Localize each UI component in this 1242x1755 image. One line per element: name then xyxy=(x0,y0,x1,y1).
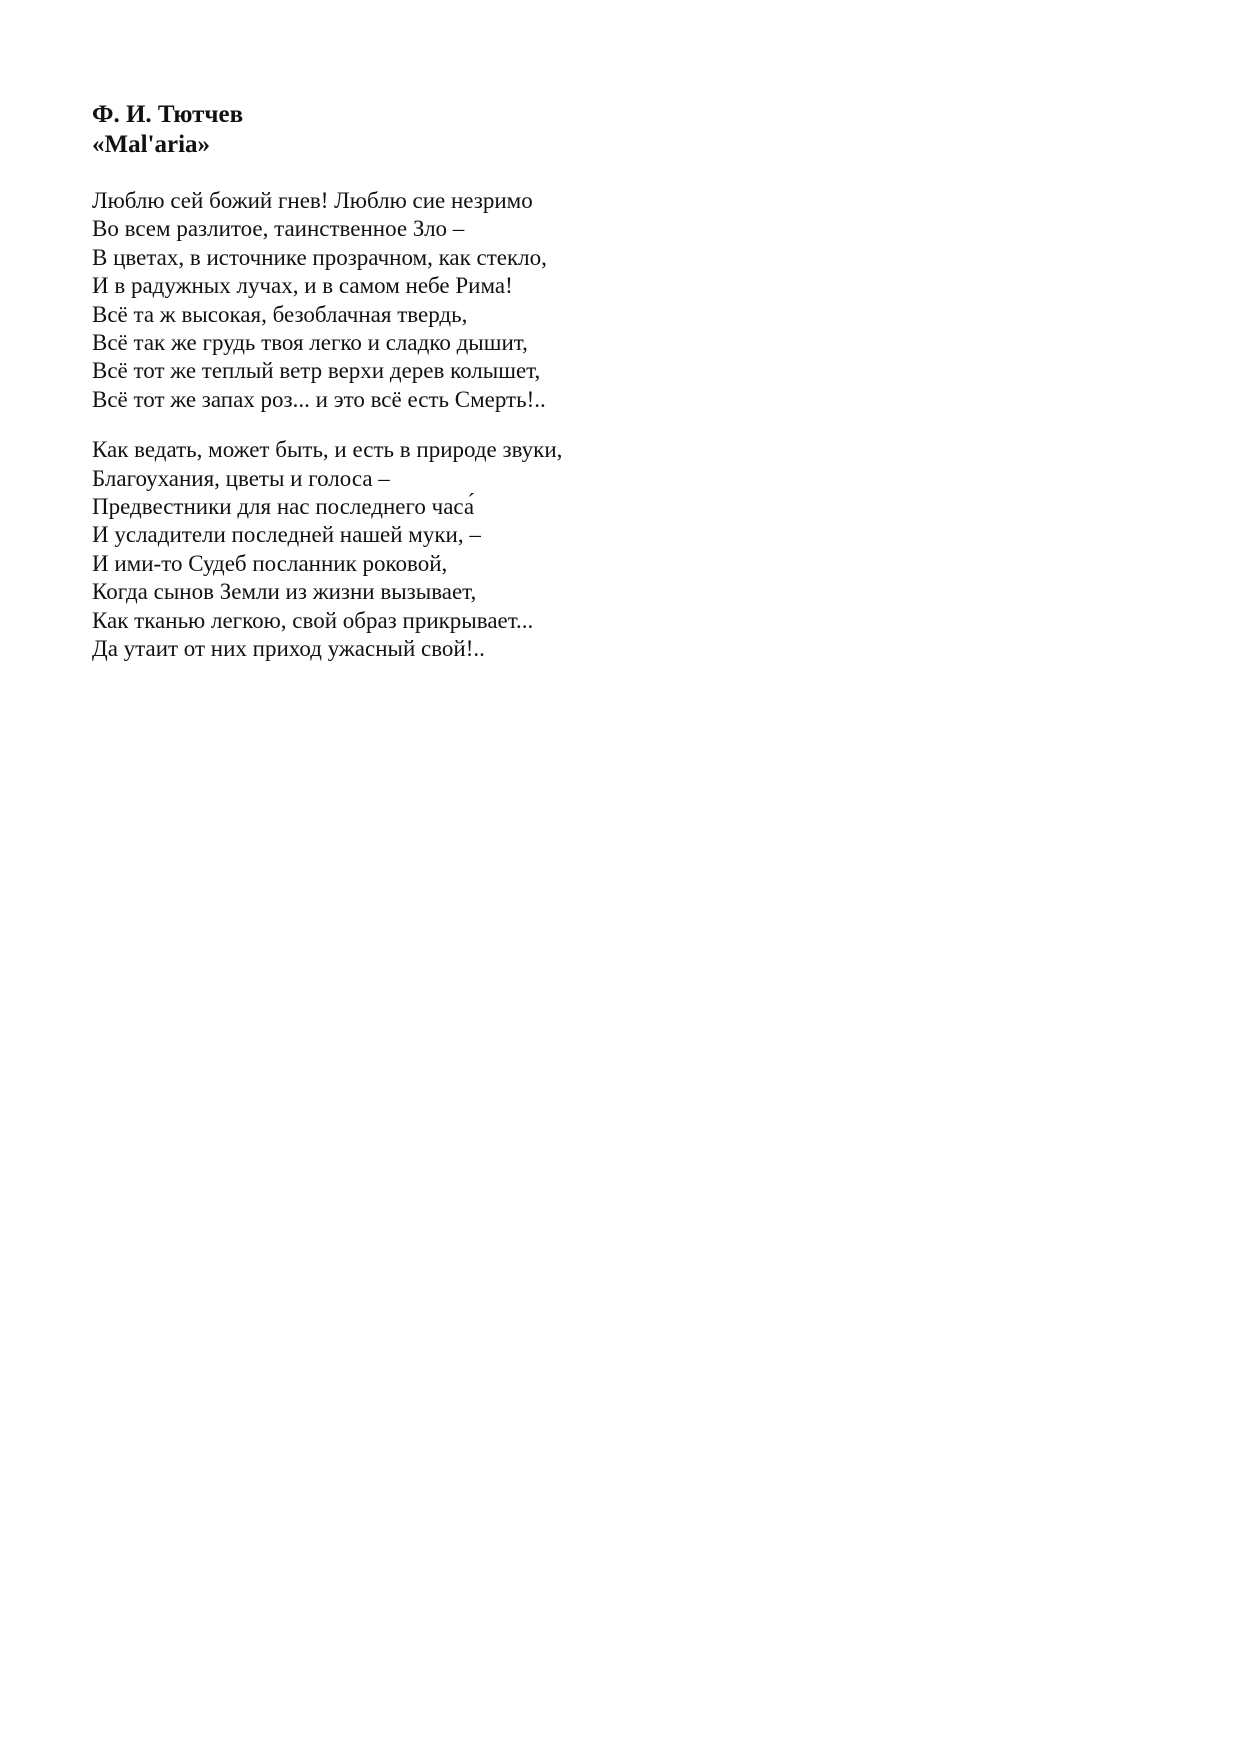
poem-line: И ими-то Судеб посланник роковой, xyxy=(92,550,448,576)
poem-line: Всё так же грудь твоя легко и сладко дышит, xyxy=(92,330,528,356)
stanza-1 xyxy=(92,187,1152,414)
poem-author: Ф. И. Тютчев xyxy=(92,101,244,128)
stanza-2 xyxy=(92,436,1152,663)
poem-line: Всё тот же теплый ветр верхи дерев колышет, xyxy=(92,358,541,384)
document-page xyxy=(92,100,1152,664)
poem-line: И усладители последней нашей муки, – xyxy=(92,522,481,548)
poem-line: Да утаит от них приход ужасный свой!.. xyxy=(92,636,485,662)
poem-line: Всё та ж высокая, безоблачная твердь, xyxy=(92,301,468,327)
poem-line: Во всем разлитое, таинственное Зло – xyxy=(92,216,465,242)
poem-line: Благоухания, цветы и голоса – xyxy=(92,465,390,491)
poem-line: Когда сынов Земли из жизни вызывает, xyxy=(92,579,477,605)
poem-title: «Mal'aria» xyxy=(92,131,211,158)
poem-line: Как ведать, может быть, и есть в природе звуки, xyxy=(92,437,563,463)
poem-line: В цветах, в источнике прозрачном, как стекло, xyxy=(92,244,547,270)
poem-line: Люблю сей божий гнев! Люблю сие незримо xyxy=(92,188,533,213)
poem-line: Всё тот же запах роз... и это всё есть Смерть!.. xyxy=(92,386,546,412)
poem-line: И в радужных лучах, и в самом небе Рима! xyxy=(92,273,513,299)
poem-line: Как тканью легкою, свой образ прикрывает... xyxy=(92,607,534,633)
poem-line: Предвестники для нас последнего часа́ xyxy=(92,494,475,520)
